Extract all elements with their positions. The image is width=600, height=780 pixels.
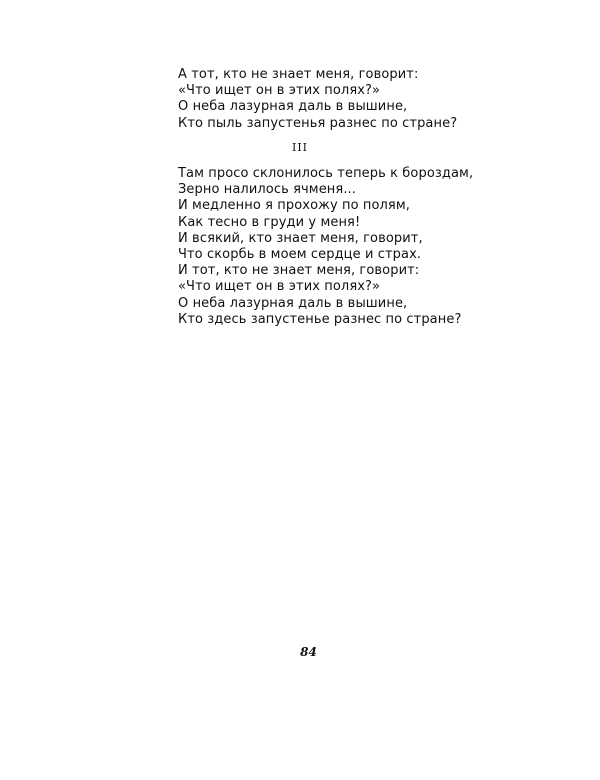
page-number: 84 [300, 645, 317, 659]
poem-line: Зерно налилось ячменя... [178, 182, 357, 198]
poem-line: Кто здесь запустенье разнес по стране? [178, 311, 462, 327]
poem-line: «Что ищет он в этих полях?» [178, 279, 381, 295]
poem-line: Как тесно в груди у меня! [178, 214, 361, 230]
poem-stanza-main [178, 166, 478, 328]
poem-line: И тот, кто не знает меня, говорит: [178, 263, 420, 279]
poem-line: И медленно я прохожу по полям, [178, 198, 410, 214]
poem-line: Что скорбь в моем сердце и страх. [178, 247, 422, 263]
poem-line: «Что ищет он в этих полях?» [178, 83, 381, 99]
poem-line: О неба лазурная даль в вышине, [178, 295, 408, 311]
poem-line: И всякий, кто знает меня, говорит, [178, 230, 423, 246]
section-number: III [291, 141, 309, 154]
poem-line: Там просо склонилось теперь к бороздам, [178, 166, 474, 181]
poem-line: Кто пыль запустенья разнес по стране? [178, 115, 458, 131]
poem-line: О неба лазурная даль в вышине, [178, 99, 408, 115]
poem-stanza-top [178, 67, 478, 132]
poem-line: А тот, кто не знает меня, говорит: [178, 67, 419, 82]
